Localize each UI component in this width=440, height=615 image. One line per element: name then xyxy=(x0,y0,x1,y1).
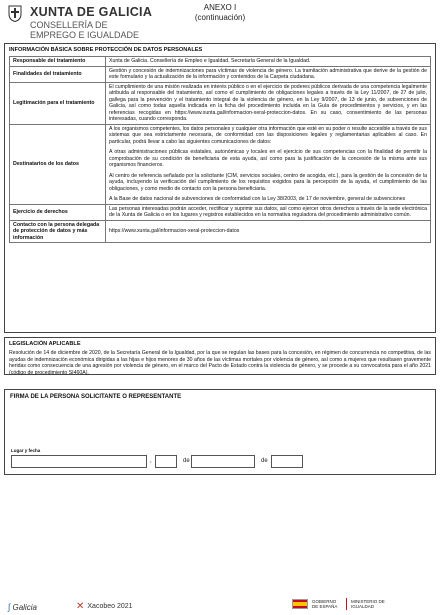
org-name: XUNTA DE GALICIA xyxy=(30,5,153,19)
row-label: Finalidades del tratamiento xyxy=(10,66,106,82)
row-content xyxy=(106,124,431,204)
legislation-text: Resolución de 14 de diciembre de 2020, de la Secretaría General de la Igualdad, por la que se regulan las bases para la concesión, en régimen de concurrencia no competitiva, de las ayudas de indemnización económica dirigidas a las hijas e hijos menores de 30 años de las víctimas mortales por violencia de género, así como a mujeres que resultasen gravemente heridas como consecuencia de una agresión por violencia de género, en el marco del Pacto de Estado contra la violencia de género, y se procede a su convocatoria para el año 2021 (código de procedimiento SI460A). xyxy=(9,350,431,376)
annex-continuation: (continuación) xyxy=(194,13,246,22)
data-protection-row xyxy=(10,220,431,243)
row-content xyxy=(106,220,431,243)
row-paragraph: Al centro de referencia señalado por la solicitante (CIM, servicios sociales, centro de acogida, etc.), para la gestión de la concesión de la ayuda, incluyendo la verificación del cumplimiento de los requisitos exigidos para la percepción de la ayuda, el cumplimiento de las obligaciones, y como medio de contacto con la persona beneficiaria. xyxy=(109,172,427,192)
date-de-1: de xyxy=(183,458,190,464)
spain-crest-icon xyxy=(292,599,308,609)
department-line-2: EMPREGO E IGUALDADE xyxy=(30,30,140,40)
annex-label: ANEXO I xyxy=(203,3,237,12)
xacobeo-logo xyxy=(76,601,133,612)
row-label: Destinatarios de los datos xyxy=(10,124,106,204)
row-label: Ejercicio de derechos xyxy=(10,204,106,220)
row-label: Contacto con la persona delegada de protección de datos y más información xyxy=(10,220,106,243)
row-paragraph: Xunta de Galicia. Consellería de Empleo e Igualdad. Secretaría General de la Igualdad. xyxy=(109,58,311,64)
row-content xyxy=(106,82,431,124)
data-protection-row xyxy=(10,82,431,124)
row-content xyxy=(106,204,431,220)
galicia-logo-text: Galicia xyxy=(12,602,37,612)
date-de-2: de xyxy=(261,458,268,464)
place-date-label: Lugar y fecha xyxy=(11,448,41,453)
galicia-logo xyxy=(8,602,37,612)
data-protection-row xyxy=(10,57,431,67)
row-paragraph: A otras administraciones públicas estatales, autonómicas y locales en el ejercicio de sus competencias con la finalidad de permitir la comprobación de su condición de beneficiaria de esta ayuda, así como para la justificación de la concesión de la misma ante sus organismos financieros. xyxy=(109,149,427,168)
data-protection-title: INFORMACIÓN BÁSICA SOBRE PROTECCIÓN DE DATOS PERSONALES xyxy=(9,47,203,53)
data-protection-row xyxy=(10,204,431,220)
galicia-swirl-icon: ∫ xyxy=(8,602,11,612)
row-paragraph: El cumplimiento de una misión realizada en interés público o en el ejercicio de poderes públicos derivada de una competencia legalmente atribuida al responsable del tratamiento, así como el cumplimiento de obligaciones legales a través de la Ley 11/2007, de 27 de julio, gallega para la prevención y el tratamiento integral de la violencia de género, en la Ley 9/2007, de 13 de junio, de subvenciones de Galicia, así como todas aquella indicada en la ficha del procedimiento incluida en la Guía de procedimientos y servicios, y en las referencias recogidas en https://www.xunta.gal/informacion-xeral-proteccion-datos. En su caso, consentimiento de las personas interesadas, cuando corresponda. xyxy=(109,83,427,122)
signature-title: FIRMA DE LA PERSONA SOLICITANTE O REPRESENTANTE xyxy=(10,394,182,400)
department-name xyxy=(30,20,140,40)
data-protection-row xyxy=(10,124,431,204)
row-label: Responsable del tratamiento xyxy=(10,57,106,67)
row-content xyxy=(106,57,431,67)
gov-logo xyxy=(292,598,391,610)
row-label: Legitimación para el tratamiento xyxy=(10,82,106,124)
row-paragraph: Gestión y concesión de indemnizaciones para víctimas de violencia de género. La tramitación administrativa que derive de la gestión de este formulario y la actualización de la información y contenidos de la Carpeta ciudadana. xyxy=(109,67,427,80)
row-paragraph: Las personas interesadas podrán acceder, rectificar y suprimir sus datos, así como ejercer otros derechos a través de la sede electrónica de la Xunta de Galicia o en los lugares y registros establecidos en la normativa reguladora del procedimiento administrativo común. xyxy=(109,205,427,218)
year-input[interactable] xyxy=(271,455,303,468)
row-paragraph: A los organismos competentes, los datos personales y cualquier otra información que esté en su poder o resulte accesible a través de sus sistemas que sea estrictamente necesaria, de conformidad con las disposiciones legales y reglamentarias aplicables al caso. En particular, podrá llevar a cabo las siguientes comunicaciones de datos: xyxy=(109,125,427,145)
signature-section xyxy=(4,389,436,475)
department-line-1: CONSELLERÍA DE xyxy=(30,20,108,30)
gov-right-text: MINISTERIO DE IGUALDAD xyxy=(351,599,385,609)
row-paragraph: https://www.xunta.gal/informacion-xeral-proteccion-datos xyxy=(109,228,240,234)
row-paragraph: A la Base de datos nacional de subvenciones de conformidad con la Ley 38/2003, de 17 de noviembre, general de subvenciones xyxy=(109,196,406,202)
data-protection-row xyxy=(10,66,431,82)
annex-heading xyxy=(170,3,270,23)
place-comma: , xyxy=(150,458,152,464)
xunta-shield-logo xyxy=(8,5,22,22)
xacobeo-logo-text: Xacobeo 2021 xyxy=(87,603,133,610)
data-protection-section xyxy=(4,43,436,333)
gov-left-text: GOBIERNO DE ESPAÑA xyxy=(312,599,338,609)
legislation-section xyxy=(4,337,436,375)
month-input[interactable] xyxy=(191,455,255,468)
row-content xyxy=(106,66,431,82)
data-protection-table xyxy=(9,56,431,243)
place-input[interactable] xyxy=(11,455,147,468)
day-input[interactable] xyxy=(155,455,177,468)
legislation-title: LEGISLACIÓN APLICABLE xyxy=(9,341,81,347)
xacobeo-icon: ✕ xyxy=(76,601,85,612)
gov-divider xyxy=(346,598,347,610)
